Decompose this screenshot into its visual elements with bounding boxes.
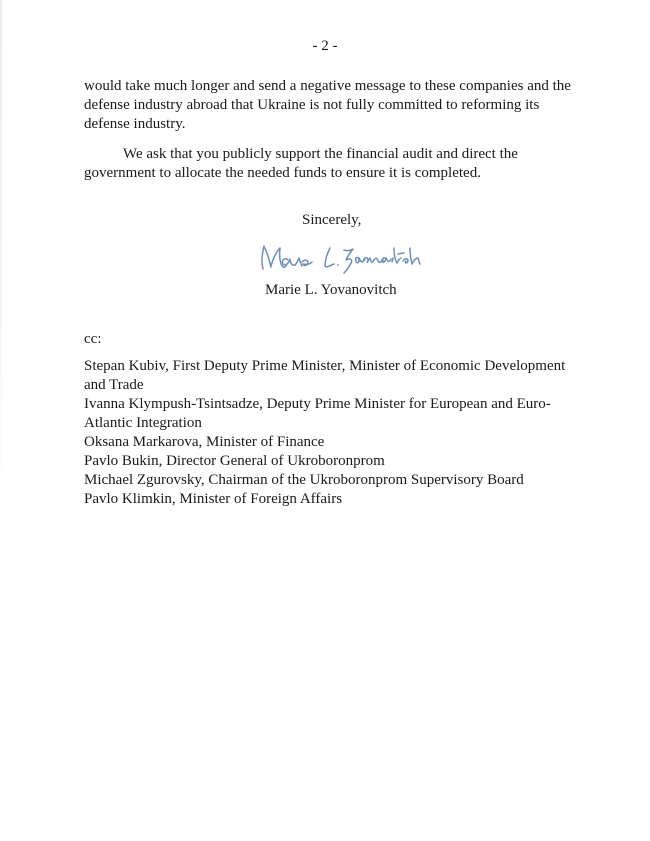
paragraph-1-line: would take much longer and send a negative message to these companies and the bbox=[84, 78, 571, 94]
cc-line: Atlantic Integration bbox=[84, 415, 202, 431]
cc-line: Pavlo Bukin, Director General of Ukroboronprom bbox=[84, 453, 385, 469]
signer-name: Marie L. Yovanovitch bbox=[265, 282, 397, 298]
cc-label: cc: bbox=[84, 331, 102, 347]
scan-edge-shadow bbox=[0, 0, 2, 500]
paragraph-1-line: defense industry abroad that Ukraine is not fully committed to reforming its bbox=[84, 97, 540, 113]
closing-salutation: Sincerely, bbox=[302, 212, 362, 228]
cc-line: Ivanna Klympush-Tsintsadze, Deputy Prime Minister for European and Euro- bbox=[84, 396, 551, 412]
paragraph-2 bbox=[84, 145, 518, 183]
cc-line: Pavlo Klimkin, Minister of Foreign Affairs bbox=[84, 491, 343, 507]
paragraph-2-line: government to allocate the needed funds to ensure it is completed. bbox=[84, 165, 481, 181]
cc-list bbox=[84, 330, 565, 509]
paragraph-1-line: defense industry. bbox=[84, 116, 186, 132]
page-number: - 2 - bbox=[312, 38, 338, 54]
cc-line: Oksana Markarova, Minister of Finance bbox=[84, 434, 325, 450]
cc-line: Michael Zgurovsky, Chairman of the Ukroboronprom Supervisory Board bbox=[84, 472, 524, 488]
cc-line: and Trade bbox=[84, 377, 144, 393]
handwritten-signature bbox=[258, 236, 473, 276]
paragraph-1 bbox=[84, 77, 584, 134]
paragraph-2-line: We ask that you publicly support the financial audit and direct the bbox=[123, 146, 518, 162]
cc-line: Stepan Kubiv, First Deputy Prime Minister, Minister of Economic Development bbox=[84, 358, 566, 374]
